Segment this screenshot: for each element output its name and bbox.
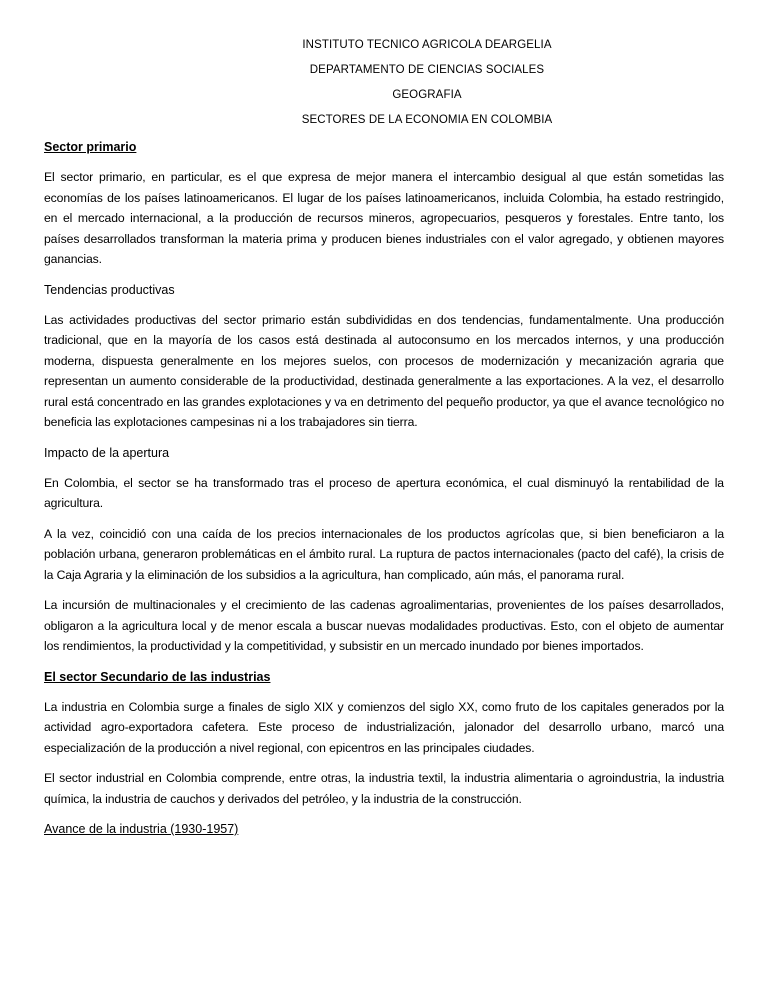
subheading-impacto-apertura: Impacto de la apertura [44,445,170,460]
subheading-avance-industria: Avance de la industria (1930-1957) [44,822,239,836]
department-name: DEPARTAMENTO DE CIENCIAS SOCIALES [309,64,545,76]
paragraph-impacto-1: En Colombia, el sector se ha transformado tras el proceso de apertura económica, el cual disminuyó la rentabilidad de la agricultura. [44,475,724,510]
paragraph-tendencias-productivas: Las actividades productivas del sector primario están subdivididas en dos tendencias, fundamentalmente. Una producción tradicional, que en la mayoría de los casos está destinada al autoconsumo en los mercados internos, y una producción moderna, dispuesta generalmente en los mejores suelos, con procesos de modernización y mecanización agraria que representan un aumento considerable de la productividad, destinada generalmente a las exportaciones. A la vez, el desarrollo rural está concentrado en las grandes explotaciones y va en detrimento del pequeño productor, ya que el avance tecnológico no beneficia las explotaciones campesinas ni a los trabajadores sin tierra. [44,312,724,429]
paragraph-sector-secundario-2: El sector industrial en Colombia comprende, entre otras, la industria textil, la industria alimentaria o agroindustria, la industria química, la industria de cauchos y derivados del petróleo, y la industria de la construcción. [44,771,724,806]
paragraph-impacto-2: A la vez, coincidió con una caída de los precios internacionales de los productos agrícolas que, si bien beneficiaron a la población urbana, generaron problemáticas en el ámbito rural. La ruptura de pactos internacionales (pacto del café), la crisis de la Caja Agraria y la eliminación de los subsidios a la agricultura, han complicado, aún más, el panorama rural. [44,526,724,582]
paragraph-sector-primario: El sector primario, en particular, es el que expresa de mejor manera el intercambio desigual al que están sometidas las economías de los países latinoamericanos. El lugar de los países latinoamericanos, incluida Colombia, ha estado restringido, en el mercado internacional, a la producción de recursos mineros, agropecuarios, pesqueros y forestales. Entre tanto, los países desarrollados transforman la materia prima y producen bienes industriales con el valor agregado, y obtienen mayores ganancias. [44,170,724,266]
document-topic: SECTORES DE LA ECONOMIA EN COLOMBIA [301,114,553,126]
institution-name: INSTITUTO TECNICO AGRICOLA DEARGELIA [302,39,552,51]
document-page [44,38,724,849]
paragraph-impacto-3: La incursión de multinacionales y el crecimiento de las cadenas agroalimentarias, provenientes de los países desarrollados, obligaron a la agricultura local y de menor escala a buscar nuevas modalidades productivas. Esto, con el objeto de aumentar los rendimientos, la productividad y la competitividad, y subsistir en un mercado inundado por bienes importados. [44,598,724,653]
paragraph-sector-secundario-1: La industria en Colombia surge a finales de siglo XIX y comienzos del siglo XX, como fruto de los capitales generados por la actividad agro-exportadora cafetera. Este proceso de industrialización, jalonador del desarrollo urbano, marcó una especialización de la producción a nivel regional, con epicentros en las principales ciudades. [44,699,724,755]
subheading-tendencias-productivas: Tendencias productivas [44,282,175,297]
subject-name: GEOGRAFIA [392,89,462,101]
section-title-sector-primario: Sector primario [44,140,137,154]
section-title-sector-secundario: El sector Secundario de las industrias [44,669,271,684]
